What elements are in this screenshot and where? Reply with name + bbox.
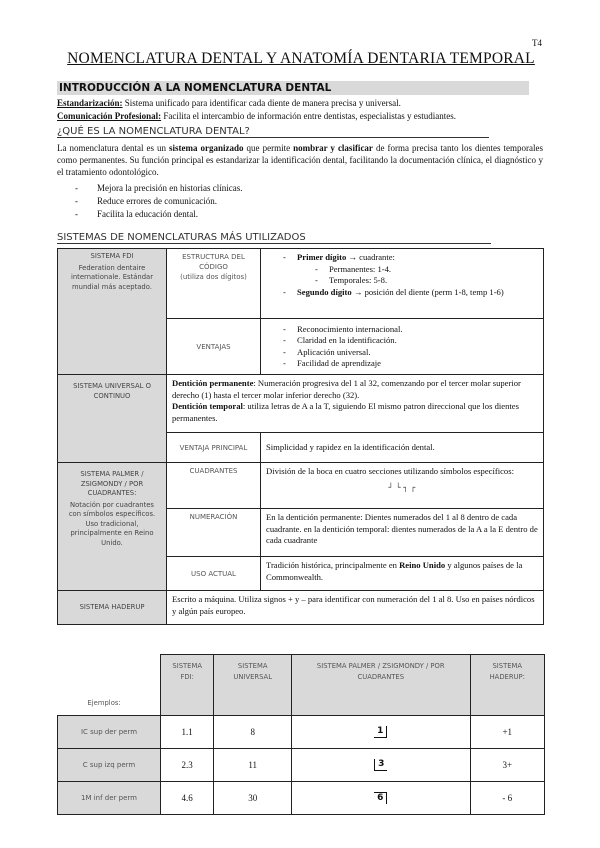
standardization-term: Estandarización: (57, 98, 123, 108)
fdi-structure-cell (261, 249, 544, 319)
universal-value: 11 (214, 748, 292, 781)
standardization-line (57, 97, 547, 109)
haderup-value: +1 (470, 715, 544, 748)
palmer-value: 6 (374, 792, 387, 804)
fdi-first-term: Primer dígito (297, 252, 347, 262)
palmer-use-bold: Reino Unido (399, 560, 446, 570)
palmer-name: SISTEMA PALMER / ZSIGMONDY / POR CUADRANTES: (80, 470, 144, 497)
palmer-numbering-label: NUMERACIÓN (167, 509, 261, 557)
palmer-value: 3 (374, 759, 387, 771)
bullet-text: Mejora la precisión en historias clínicas. (97, 183, 243, 193)
fdi-second-digit (283, 287, 538, 299)
universal-name: SISTEMA UNIVERSAL O CONTINUO (73, 382, 151, 400)
column-header: SISTEMA HADERUP: (470, 655, 544, 716)
fdi-value: 2.3 (161, 748, 214, 781)
palmer-use-pre: Tradición histórica, principalmente en (266, 560, 400, 570)
fdi-advantages-label: VENTAJAS (167, 319, 261, 375)
table-row (58, 748, 545, 781)
bullet-item: - Mejora la precisión en historias clínicas. (75, 183, 243, 193)
q-text-3: de forma precisa tanto los dientes temporales como permanentes. Su función principal es estandarizar la identificación dental, facilitando la documentación clínica, el diagnóstico y el tratamiento odontológico. (57, 143, 543, 177)
fdi-desc: Federation dentaire internationale. Estándar mundial más aceptado. (70, 263, 153, 291)
palmer-quadrants-text: División de la boca en cuatro secciones utilizando símbolos específicos: (266, 466, 514, 476)
fdi-advantage: - Aplicación universal. (283, 347, 538, 359)
palmer-cell (292, 715, 470, 748)
universal-permanent (172, 378, 538, 401)
communication-term: Comunicación Profesional: (57, 111, 162, 121)
systems-table (57, 248, 544, 625)
fdi-first-rest: → cuadrante: (346, 252, 395, 262)
palmer-use-label: USO ACTUAL (167, 557, 261, 591)
palmer-quadrants-label: CUADRANTES (167, 463, 261, 509)
page-number: T4 (532, 38, 542, 48)
examples-table (57, 654, 545, 815)
q-bold-1: sistema organizado (169, 143, 244, 153)
palmer-quadrants-cell (261, 463, 544, 509)
fdi-second-term: Segundo dígito (297, 286, 352, 297)
table-row (58, 715, 545, 748)
universal-value: 30 (214, 781, 292, 814)
haderup-value: 3+ (470, 748, 544, 781)
column-header: SISTEMA PALMER / ZSIGMONDY / POR CUADRANTES (292, 655, 470, 716)
question-heading: ¿QUÉ ES LA NOMENCLATURA DENTAL? (57, 126, 489, 138)
fdi-permanent: - Permanentes: 1-4. (297, 264, 538, 276)
row-label: 1M inf der perm (58, 781, 161, 814)
row-label: IC sup der perm (58, 715, 161, 748)
communication-text: Facilita el intercambio de información entre dentistas, especialistas y estudiantes. (161, 111, 456, 121)
intro-heading: INTRODUCCIÓN A LA NOMENCLATURA DENTAL (57, 81, 529, 95)
fdi-advantages-cell (261, 319, 544, 375)
column-header: SISTEMA UNIVERSAL (214, 655, 292, 716)
fdi-structure-label: ESTRUCTURA DEL CÓDIGO (182, 253, 245, 271)
fdi-structure-label-cell (167, 249, 261, 319)
universal-advantage-text: Simplicidad y rapidez en la identificación dental. (261, 433, 544, 463)
palmer-name-cell (58, 463, 167, 591)
fdi-value: 4.6 (161, 781, 214, 814)
palmer-desc: Notación por cuadrantes con símbolos específicos. Uso tradicional, principalmente en Reino Unido. (68, 500, 156, 547)
question-paragraph (57, 142, 543, 178)
universal-temp-text: : utiliza letras de A a la T, siguiendo El mismo patron direccional que los dientes permanentes. (172, 401, 519, 423)
fdi-advantage: - Facilidad de aprendizaje (283, 358, 538, 370)
bullet-text: Facilita la educación dental. (97, 209, 198, 219)
universal-perm-text: : Numeración progresiva del 1 al 32, comenzando por el tercer molar superior derecho (1) hasta el tercer molar inferior derecho (32). (172, 378, 521, 400)
fdi-name: SISTEMA FDI (90, 252, 134, 260)
palmer-value: 1 (374, 726, 387, 738)
q-text-2: que permite (243, 143, 294, 153)
universal-name-cell (58, 375, 167, 463)
fdi-advantage: - Claridad en la identificación. (283, 335, 538, 347)
haderup-value: - 6 (470, 781, 544, 814)
universal-perm-term: Dentición permanente (172, 378, 254, 388)
universal-temporary (172, 401, 538, 424)
fdi-name-cell (58, 249, 167, 375)
bullet-item: - Facilita la educación dental. (75, 209, 198, 219)
universal-temp-term: Dentición temporal (172, 401, 243, 411)
palmer-cell (292, 748, 470, 781)
universal-advantage-label: VENTAJA PRINCIPAL (167, 433, 261, 463)
fdi-value: 1.1 (161, 715, 214, 748)
palmer-quadrant-symbols: ┘ └ ┐ ┌ (388, 482, 416, 492)
communication-line (57, 110, 549, 122)
bullet-text: Reduce errores de comunicación. (97, 196, 217, 206)
standardization-text: Sistema unificado para identificar cada diente de manera precisa y universal. (122, 98, 401, 108)
systems-heading: SISTEMAS DE NOMENCLATURAS MÁS UTILIZADOS (57, 232, 491, 244)
column-header: SISTEMA FDI: (161, 655, 214, 716)
bullet-item: - Reduce errores de comunicación. (75, 196, 217, 206)
fdi-second-rest: → posición del diente (perm 1-8, temp 1-6) (351, 286, 504, 297)
fdi-first-digit (283, 252, 538, 287)
fdi-temporary: - Temporales: 5-8. (297, 275, 538, 287)
q-text-1: La nomenclatura dental es un (57, 143, 170, 153)
table-row (58, 781, 545, 814)
palmer-use-cell (261, 557, 544, 591)
page-title: NOMENCLATURA DENTAL Y ANATOMÍA DENTARIA TEMPORAL (67, 50, 535, 67)
haderup-text: Escrito a máquina. Utiliza signos + y – para identificar con numeración del 1 al 8. Uso en países nórdicos y algún país europeo. (167, 591, 544, 625)
palmer-cell (292, 781, 470, 814)
row-label: C sup izq perm (58, 748, 161, 781)
universal-value: 8 (214, 715, 292, 748)
examples-label: Ejemplos: (58, 655, 161, 716)
universal-desc-cell (167, 375, 544, 433)
haderup-name: SISTEMA HADERUP (58, 591, 167, 625)
fdi-structure-sub: (utiliza dos dígitos) (180, 273, 247, 281)
q-bold-2: nombrar y clasificar (293, 143, 373, 153)
palmer-numbering-text: En la dentición permanente: Dientes numerados del 1 al 8 dentro de cada cuadrante. en la dentición temporal: dientes numerados de la A a la E dentro de cada cuadrante (261, 509, 544, 557)
palmer-use-post: y algunos países de la Commonwealth. (266, 560, 523, 582)
fdi-advantage: - Reconocimiento internacional. (283, 324, 538, 336)
